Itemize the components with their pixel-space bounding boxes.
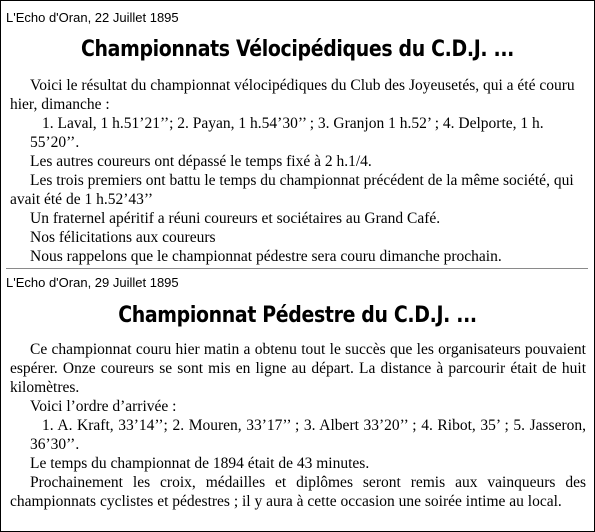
article2-paragraph: Voici l’ordre d’arrivée :	[30, 398, 177, 415]
article1-paragraph: Les autres coureurs ont dépassé le temps fixé à 2 h.1/4.	[30, 153, 372, 170]
article2-paragraph: Prochainement les croix, médailles et diplômes seront remis aux vainqueurs des championnats cyclistes et pédestres ; il y aura à cette occasion une soirée intime au local.	[10, 474, 586, 510]
article1-paragraph: Nos félicitations aux coureurs	[30, 229, 216, 246]
article2-title: Championnat Pédestre du C.D.J. ...	[118, 303, 477, 328]
article2-paragraph: Ce championnat couru hier matin a obtenu tout le succès que les organisateurs pouvaient espérer. Onze coureurs se sont mis en ligne au départ. La distance à parcourir était de huit kilomètres.	[10, 341, 586, 396]
article1-title: Championnats Vélocipédiques du C.D.J. ...	[80, 37, 515, 62]
article-divider	[6, 268, 588, 269]
article1-paragraph: Nous rappelons que le championnat pédestre sera couru dimanche prochain.	[30, 248, 502, 265]
article1-paragraph: Les trois premiers ont battu le temps du championnat précédent de la même société, qui avait été de 1 h.52’43’’	[10, 172, 574, 208]
article1-source: L'Echo d'Oran, 22 Juillet 1895	[6, 10, 179, 25]
article1-body	[10, 76, 586, 266]
article2-paragraph: Le temps du championnat de 1894 était de 43 minutes.	[30, 455, 370, 472]
article1-paragraph: Voici le résultat du championnat vélocipédiques du Club des Joyeusetés, qui a été couru hier, dimanche :	[10, 77, 575, 113]
article2-source: L'Echo d'Oran, 29 Juillet 1895	[6, 275, 179, 290]
article2-results: 1. A. Kraft, 33’14’’; 2. Mouren, 33’17’’ ; 3. Albert 33’20’’ ; 4. Ribot, 35’ ; 5. Jasseron, 36’30’’.	[30, 417, 586, 453]
article1-results: 1. Laval, 1 h.51’21’’; 2. Payan, 1 h.54’30’’ ; 3. Granjon 1 h.52’ ; 4. Delporte, 1 h. 55’20’’.	[30, 115, 544, 151]
article2-body	[10, 340, 586, 511]
article1-paragraph: Un fraternel apéritif a réuni coureurs et sociétaires au Grand Café.	[30, 210, 441, 227]
